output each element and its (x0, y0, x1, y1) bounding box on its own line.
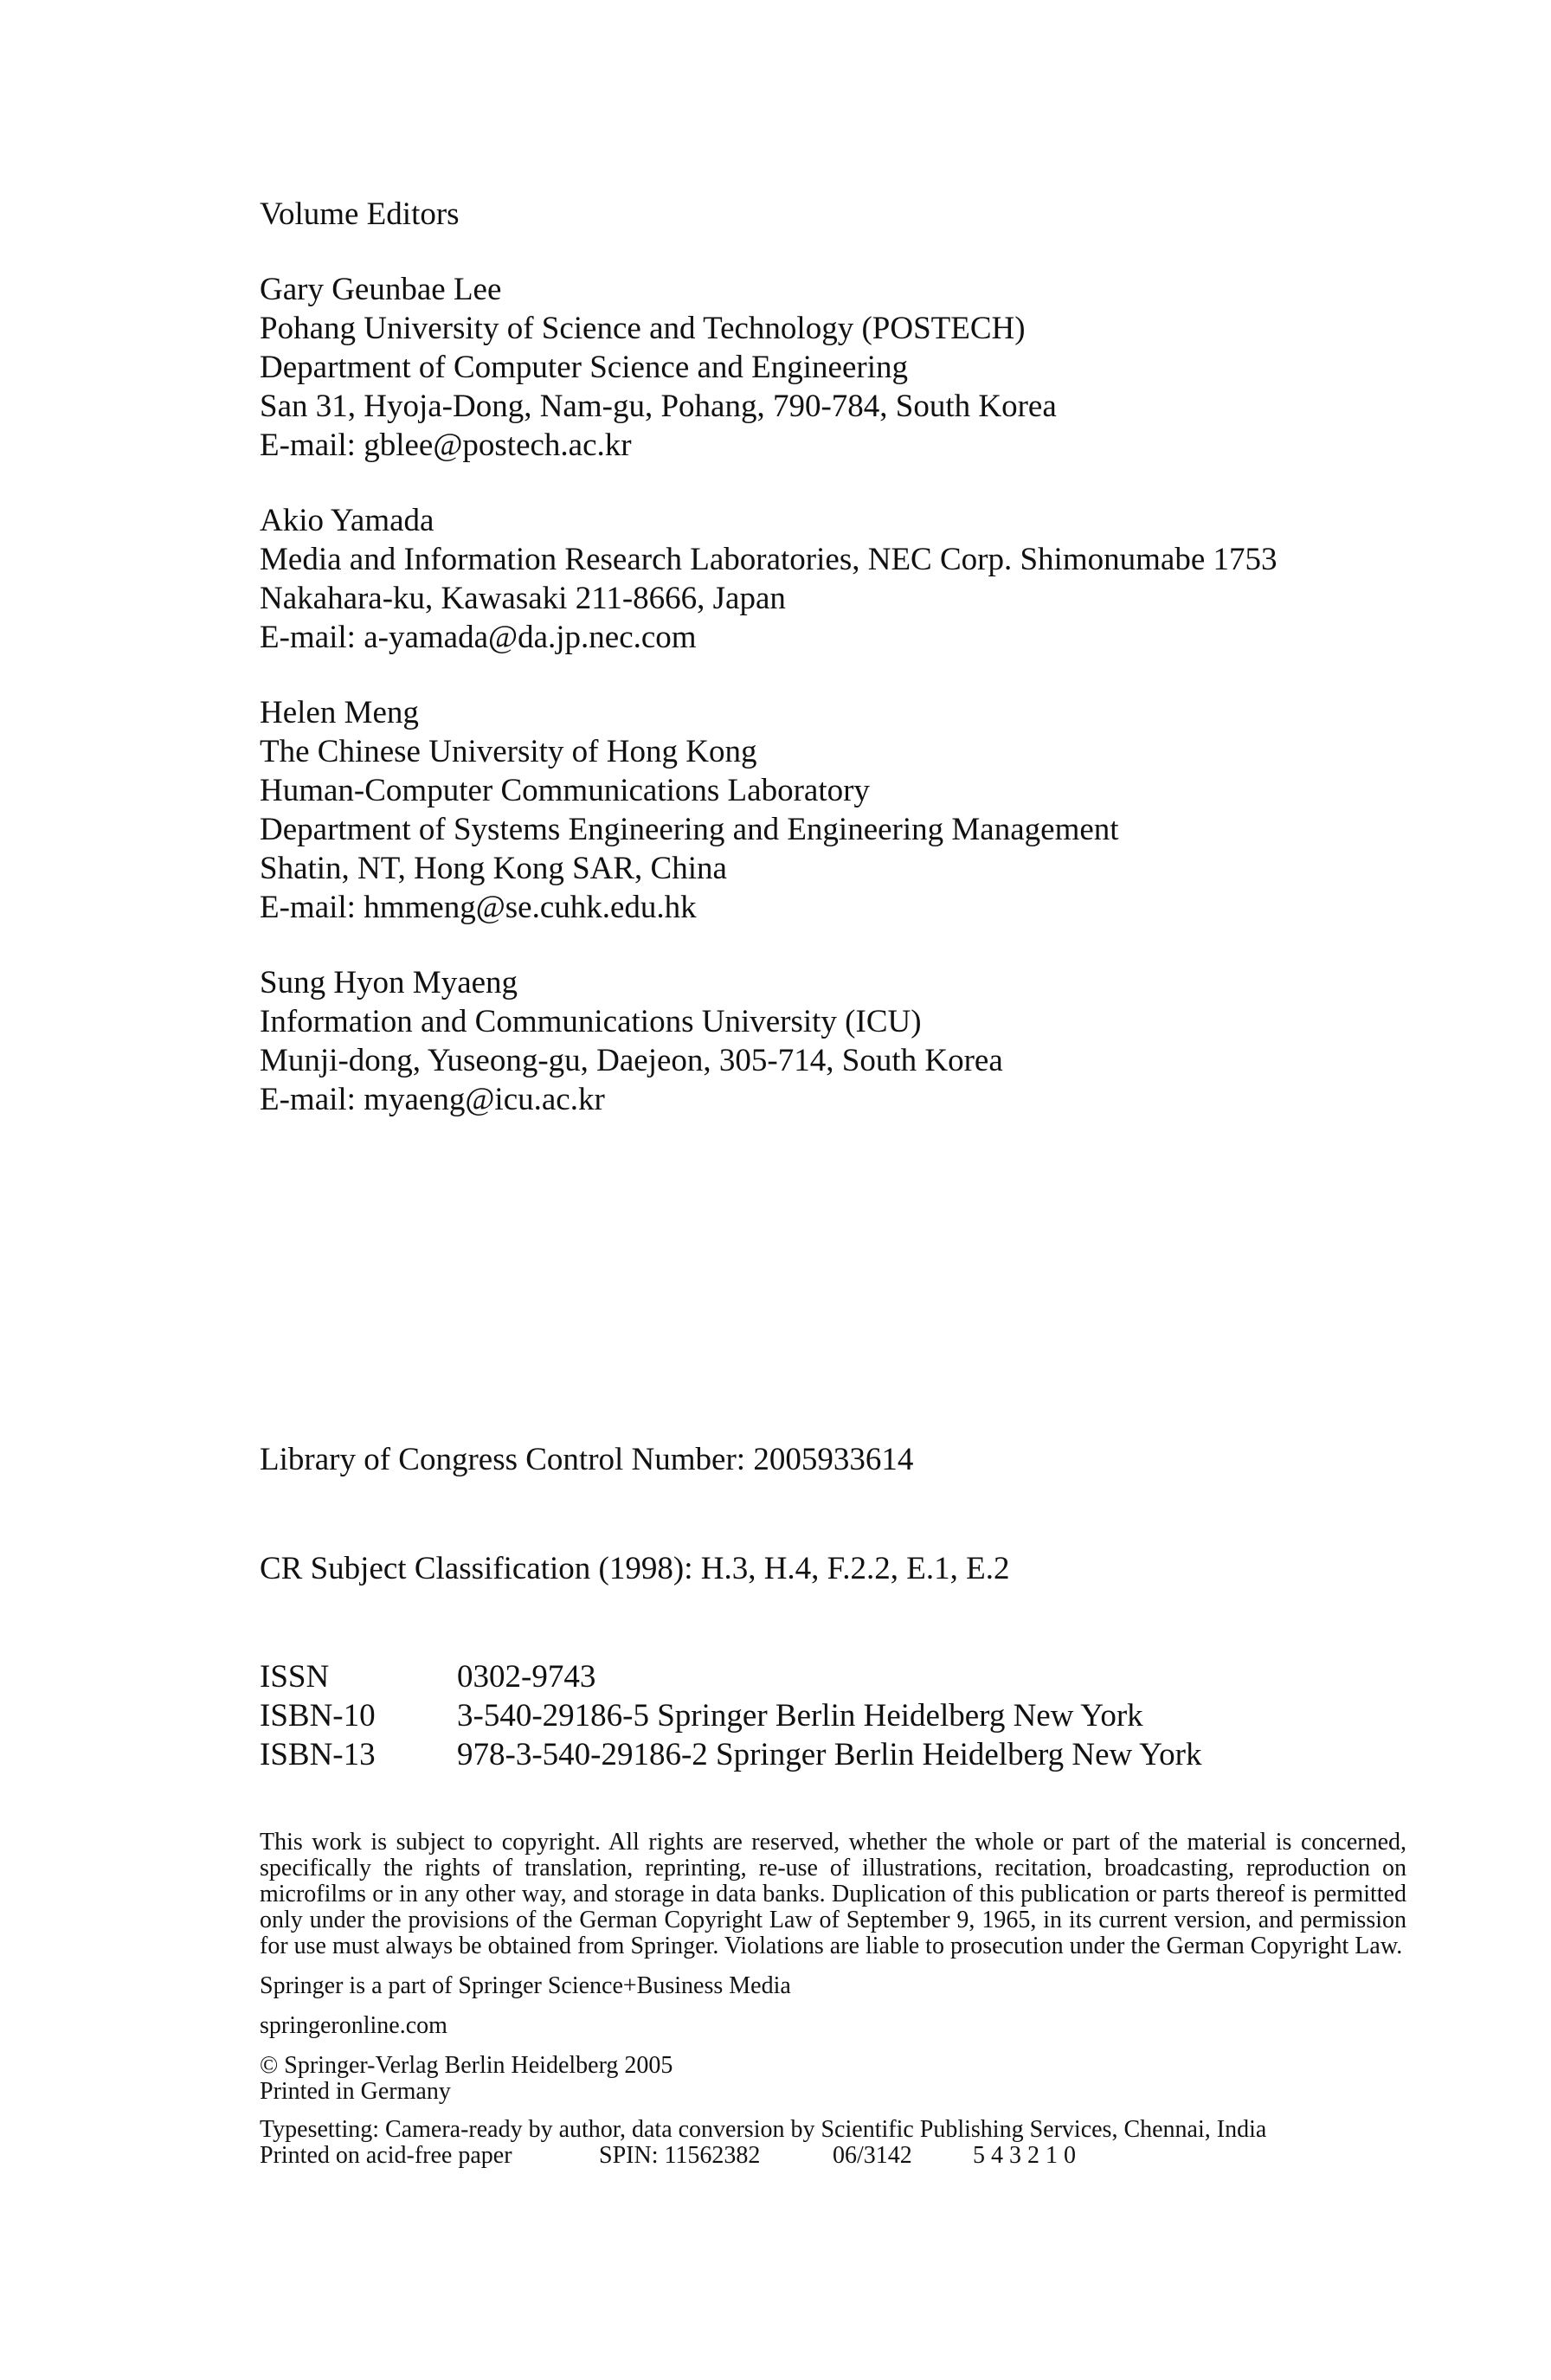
identifier-row (260, 1735, 1201, 1774)
editor-name: Gary Geunbae Lee (260, 272, 502, 307)
editor-affiliation: Pohang University of Science and Technology (POSTECH) (260, 311, 1026, 346)
editor-email: E-mail: a-yamada@da.jp.nec.com (260, 620, 697, 655)
editor-affiliation: Media and Information Research Laboratories, NEC Corp. Shimonumabe 1753 (260, 542, 1277, 577)
identifier-value: 3-540-29186-5 Springer Berlin Heidelberg New York (457, 1698, 1143, 1734)
editor-entry (260, 501, 1277, 657)
editor-email: E-mail: myaeng@icu.ac.kr (260, 1082, 605, 1117)
editor-affiliation: Information and Communications University (ICU) (260, 1004, 922, 1039)
paper-info: Printed on acid-free paper (260, 2142, 512, 2169)
identifiers-block (260, 1657, 1201, 1774)
identifier-value: 978-3-540-29186-2 Springer Berlin Heidelberg New York (457, 1737, 1202, 1772)
identifier-label: ISBN-13 (260, 1737, 376, 1772)
printing-number: 5 4 3 2 1 0 (973, 2142, 1076, 2169)
editor-name: Akio Yamada (260, 503, 434, 538)
editor-name: Sung Hyon Myaeng (260, 965, 518, 1000)
editor-address: Shatin, NT, Hong Kong SAR, China (260, 851, 727, 886)
cr-classification-line: CR Subject Classification (1998): H.3, H.4, F.2.2, E.1, E.2 (260, 1551, 1010, 1586)
copyright-line: © Springer-Verlag Berlin Heidelberg 2005 (260, 2052, 673, 2079)
lccn-block (260, 1440, 913, 1479)
identifier-row (260, 1657, 1201, 1696)
website-line: springeronline.com (260, 2012, 447, 2039)
lccn-line: Library of Congress Control Number: 2005933614 (260, 1442, 914, 1477)
editor-address: Nakahara-ku, Kawasaki 211-8666, Japan (260, 581, 786, 616)
classification-block (260, 1549, 1009, 1588)
identifier-label: ISSN (260, 1659, 330, 1695)
editor-lab: Human-Computer Communications Laboratory (260, 773, 870, 808)
print-code: 06/3142 (833, 2142, 912, 2169)
typesetting-line: Typesetting: Camera-ready by author, data conversion by Scientific Publishing Services, Chennai, India (260, 2116, 1267, 2143)
editor-department: Department of Computer Science and Engineering (260, 350, 908, 385)
identifiers-table (260, 1657, 1201, 1774)
editor-address: Munji-dong, Yuseong-gu, Daejeon, 305-714, South Korea (260, 1043, 1003, 1078)
editor-affiliation: The Chinese University of Hong Kong (260, 734, 757, 769)
spin-number: SPIN: 11562382 (599, 2142, 761, 2169)
editor-entry (260, 693, 1277, 927)
editor-name: Helen Meng (260, 695, 419, 730)
copyright-notice: This work is subject to copyright. All rights are reserved, whether the whole or part of the material is concerned, specifically the rights of translation, reprinting, re-use of illustrations, recitation, broadcasting, reproduction on microfilms or in any other way, and storage in data banks. Duplication of this publication or parts thereof is permitted only under the provisions of the German Copyright Law of September 9, 1965, in its current version, and permission for use must always be obtained from Springer. Violations are liable to prosecution under the German Copyright Law. (260, 1829, 1406, 1959)
identifier-label: ISBN-10 (260, 1698, 376, 1734)
section-heading: Volume Editors (260, 196, 460, 232)
publisher-line: Springer is a part of Springer Science+Business Media (260, 1972, 791, 1999)
editor-entry (260, 963, 1277, 1119)
printed-in-line: Printed in Germany (260, 2078, 451, 2105)
identifier-value: 0302-9743 (457, 1659, 596, 1695)
editor-email: E-mail: gblee@postech.ac.kr (260, 428, 632, 463)
volume-editors-section (260, 195, 1277, 1119)
legal-section (260, 1830, 1406, 2169)
print-info-row (260, 2143, 1406, 2169)
identifier-row (260, 1696, 1201, 1735)
editor-department: Department of Systems Engineering and Engineering Management (260, 812, 1119, 847)
editor-entry (260, 270, 1277, 465)
editor-email: E-mail: hmmeng@se.cuhk.edu.hk (260, 890, 697, 925)
editor-address: San 31, Hyoja-Dong, Nam-gu, Pohang, 790-784, South Korea (260, 389, 1057, 424)
